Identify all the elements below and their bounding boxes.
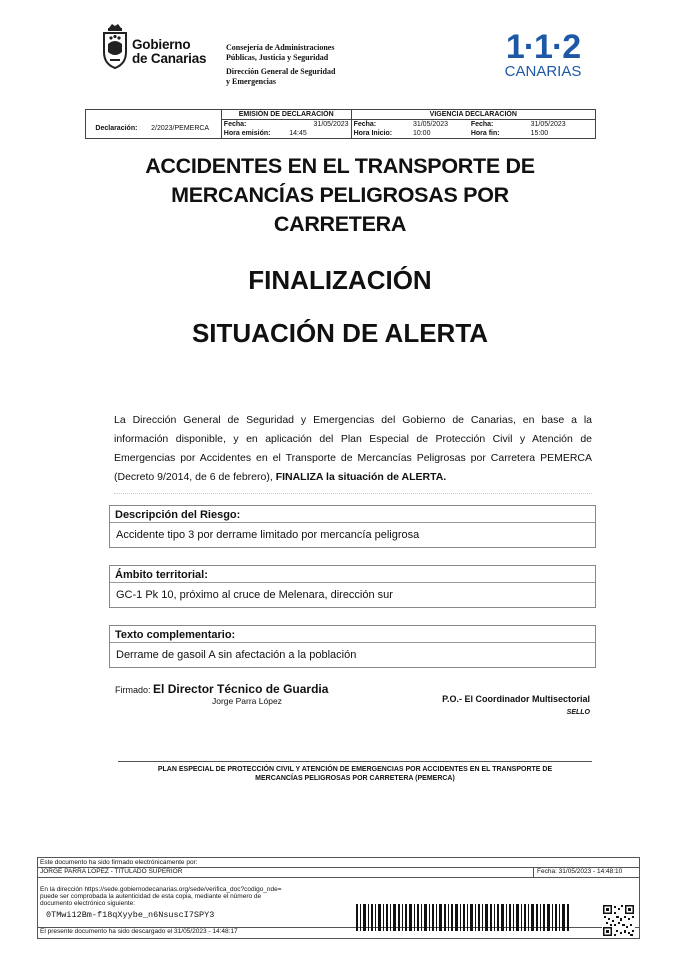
fin-fecha-label: Fecha: — [469, 120, 529, 130]
signer: JORGE PARRA LOPEZ - TITULADO SUPERIOR — [40, 868, 183, 875]
plan-line2: MERCANCÍAS PELIGROSAS POR CARRETERA (PEMERCA) — [255, 775, 455, 782]
declaration-label: Declaración: — [86, 120, 140, 139]
intro-paragraph — [114, 411, 592, 487]
hora-inicio-label: Hora Inicio: — [351, 129, 411, 139]
download-note: El presente documento ha sido descargado el 31/05/2023 - 14:48:17 — [40, 928, 238, 935]
ambito-label: Ámbito territorial: — [115, 569, 208, 581]
ambito-box — [109, 565, 596, 608]
situation-title: SITUACIÓN DE ALERTA — [191, 318, 489, 348]
divider — [114, 493, 592, 494]
brand-region: CANARIAS — [504, 63, 582, 80]
hora-emision: 14:45 — [287, 129, 351, 139]
signer-name: Jorge Parra López — [212, 696, 282, 706]
dept-line4: y Emergencias — [226, 77, 276, 86]
brand-112-logo — [500, 30, 586, 80]
title-line2: MERCANCÍAS PELIGROSAS POR — [171, 183, 509, 207]
ambito-value: GC-1 Pk 10, próximo al cruce de Melenara, dirección sur — [116, 589, 393, 601]
plan-line1: PLAN ESPECIAL DE PROTECCIÓN CIVIL Y ATENCIÓN DE EMERGENCIAS POR ACCIDENTES EN EL TRANSPORTE DE — [157, 766, 553, 773]
verify-line2: puede ser comprobada la autenticidad de esta copia, mediante el número de — [40, 893, 262, 900]
doc-code: 0TMwi12Bm-f18qXyybe_n6NsuscI7SPY3 — [46, 910, 215, 920]
signed-note: Este documento ha sido firmado electrónicamente por: — [40, 859, 198, 866]
declaration-table — [85, 109, 596, 139]
hora-fin: 15:00 — [529, 129, 596, 139]
intro-text: La Dirección General de Seguridad y Emergencias del Gobierno de Canarias, en base a la información disponible, y en aplicación del Plan Especial de Protección Civil y Atención de Emergencias por Accidentes en el Transporte de Mercancías Peligrosas por Carretera PEMERCA (Decreto 9/2014, de 6 de febrero), — [114, 414, 592, 483]
riesgo-value: Accidente tipo 3 por derrame limitado por mercancía peligrosa — [116, 529, 420, 541]
fin-fecha: 31/05/2023 — [529, 120, 596, 130]
department-name — [226, 43, 335, 87]
sig-row-verify — [38, 878, 639, 928]
texto-label: Texto complementario: — [115, 629, 236, 641]
logo-text-line2: de Canarias — [132, 51, 207, 66]
signed-date: Fecha: 31/05/2023 - 14:48:10 — [533, 868, 622, 877]
riesgo-label: Descripción del Riesgo: — [115, 509, 241, 521]
gobierno-canarias-logo-text — [132, 38, 206, 66]
plan-footnote — [118, 765, 592, 783]
title-line1: ACCIDENTES EN EL TRANSPORTE DE — [145, 154, 535, 178]
sello: SELLO — [566, 709, 590, 716]
vigencia-fecha-label: Fecha: — [351, 120, 411, 130]
riesgo-box — [109, 505, 596, 548]
vigencia-fecha: 31/05/2023 — [411, 120, 469, 130]
e-signature-block — [37, 857, 640, 939]
document-title — [60, 152, 620, 239]
verify-text — [38, 886, 282, 907]
emision-fecha: 31/05/2023 — [287, 120, 351, 130]
dept-line1: Consejería de Administraciones — [226, 43, 335, 52]
texto-value: Derrame de gasoil A sin afectación a la población — [116, 649, 357, 661]
gobierno-canarias-emblem — [100, 22, 130, 70]
declaration-value: 2/2023/PEMERCA — [139, 120, 221, 139]
brand-number: 1·1·2 — [505, 28, 581, 66]
firmado-line — [115, 682, 328, 696]
hora-inicio: 10:00 — [411, 129, 469, 139]
status-title: FINALIZACIÓN — [248, 265, 432, 295]
barcode-image — [356, 904, 571, 931]
firmado-label: Firmado: — [115, 685, 151, 695]
dept-line2: Públicas, Justicia y Seguridad — [226, 53, 329, 62]
verify-line3: documento electrónico siguiente: — [40, 900, 136, 907]
intro-bold: FINALIZA la situación de ALERTA. — [275, 471, 447, 483]
coordinator: P.O.- El Coordinador Multisectorial — [442, 694, 590, 704]
hora-emision-label: Hora emisión: — [221, 129, 287, 139]
vigencia-header: VIGENCIA DECLARACIÓN — [351, 110, 595, 120]
verify-line1: En la dirección https://sede.gobiernodecanarias.org/sede/verifica_doc?codigo_nde= — [40, 886, 282, 893]
qr-code-image — [602, 904, 635, 937]
emision-header: EMISIÓN DE DECLARACIÓN — [221, 110, 351, 120]
sig-row-signer — [38, 867, 639, 878]
firmado-title: El Director Técnico de Guardia — [153, 682, 329, 696]
dept-line3: Dirección General de Seguridad — [226, 67, 336, 76]
title-line3: CARRETERA — [273, 212, 407, 236]
emision-fecha-label: Fecha: — [221, 120, 287, 130]
texto-box — [109, 625, 596, 668]
hora-fin-label: Hora fin: — [469, 129, 529, 139]
logo-text-line1: Gobierno — [132, 37, 191, 52]
footer-divider — [118, 761, 592, 762]
